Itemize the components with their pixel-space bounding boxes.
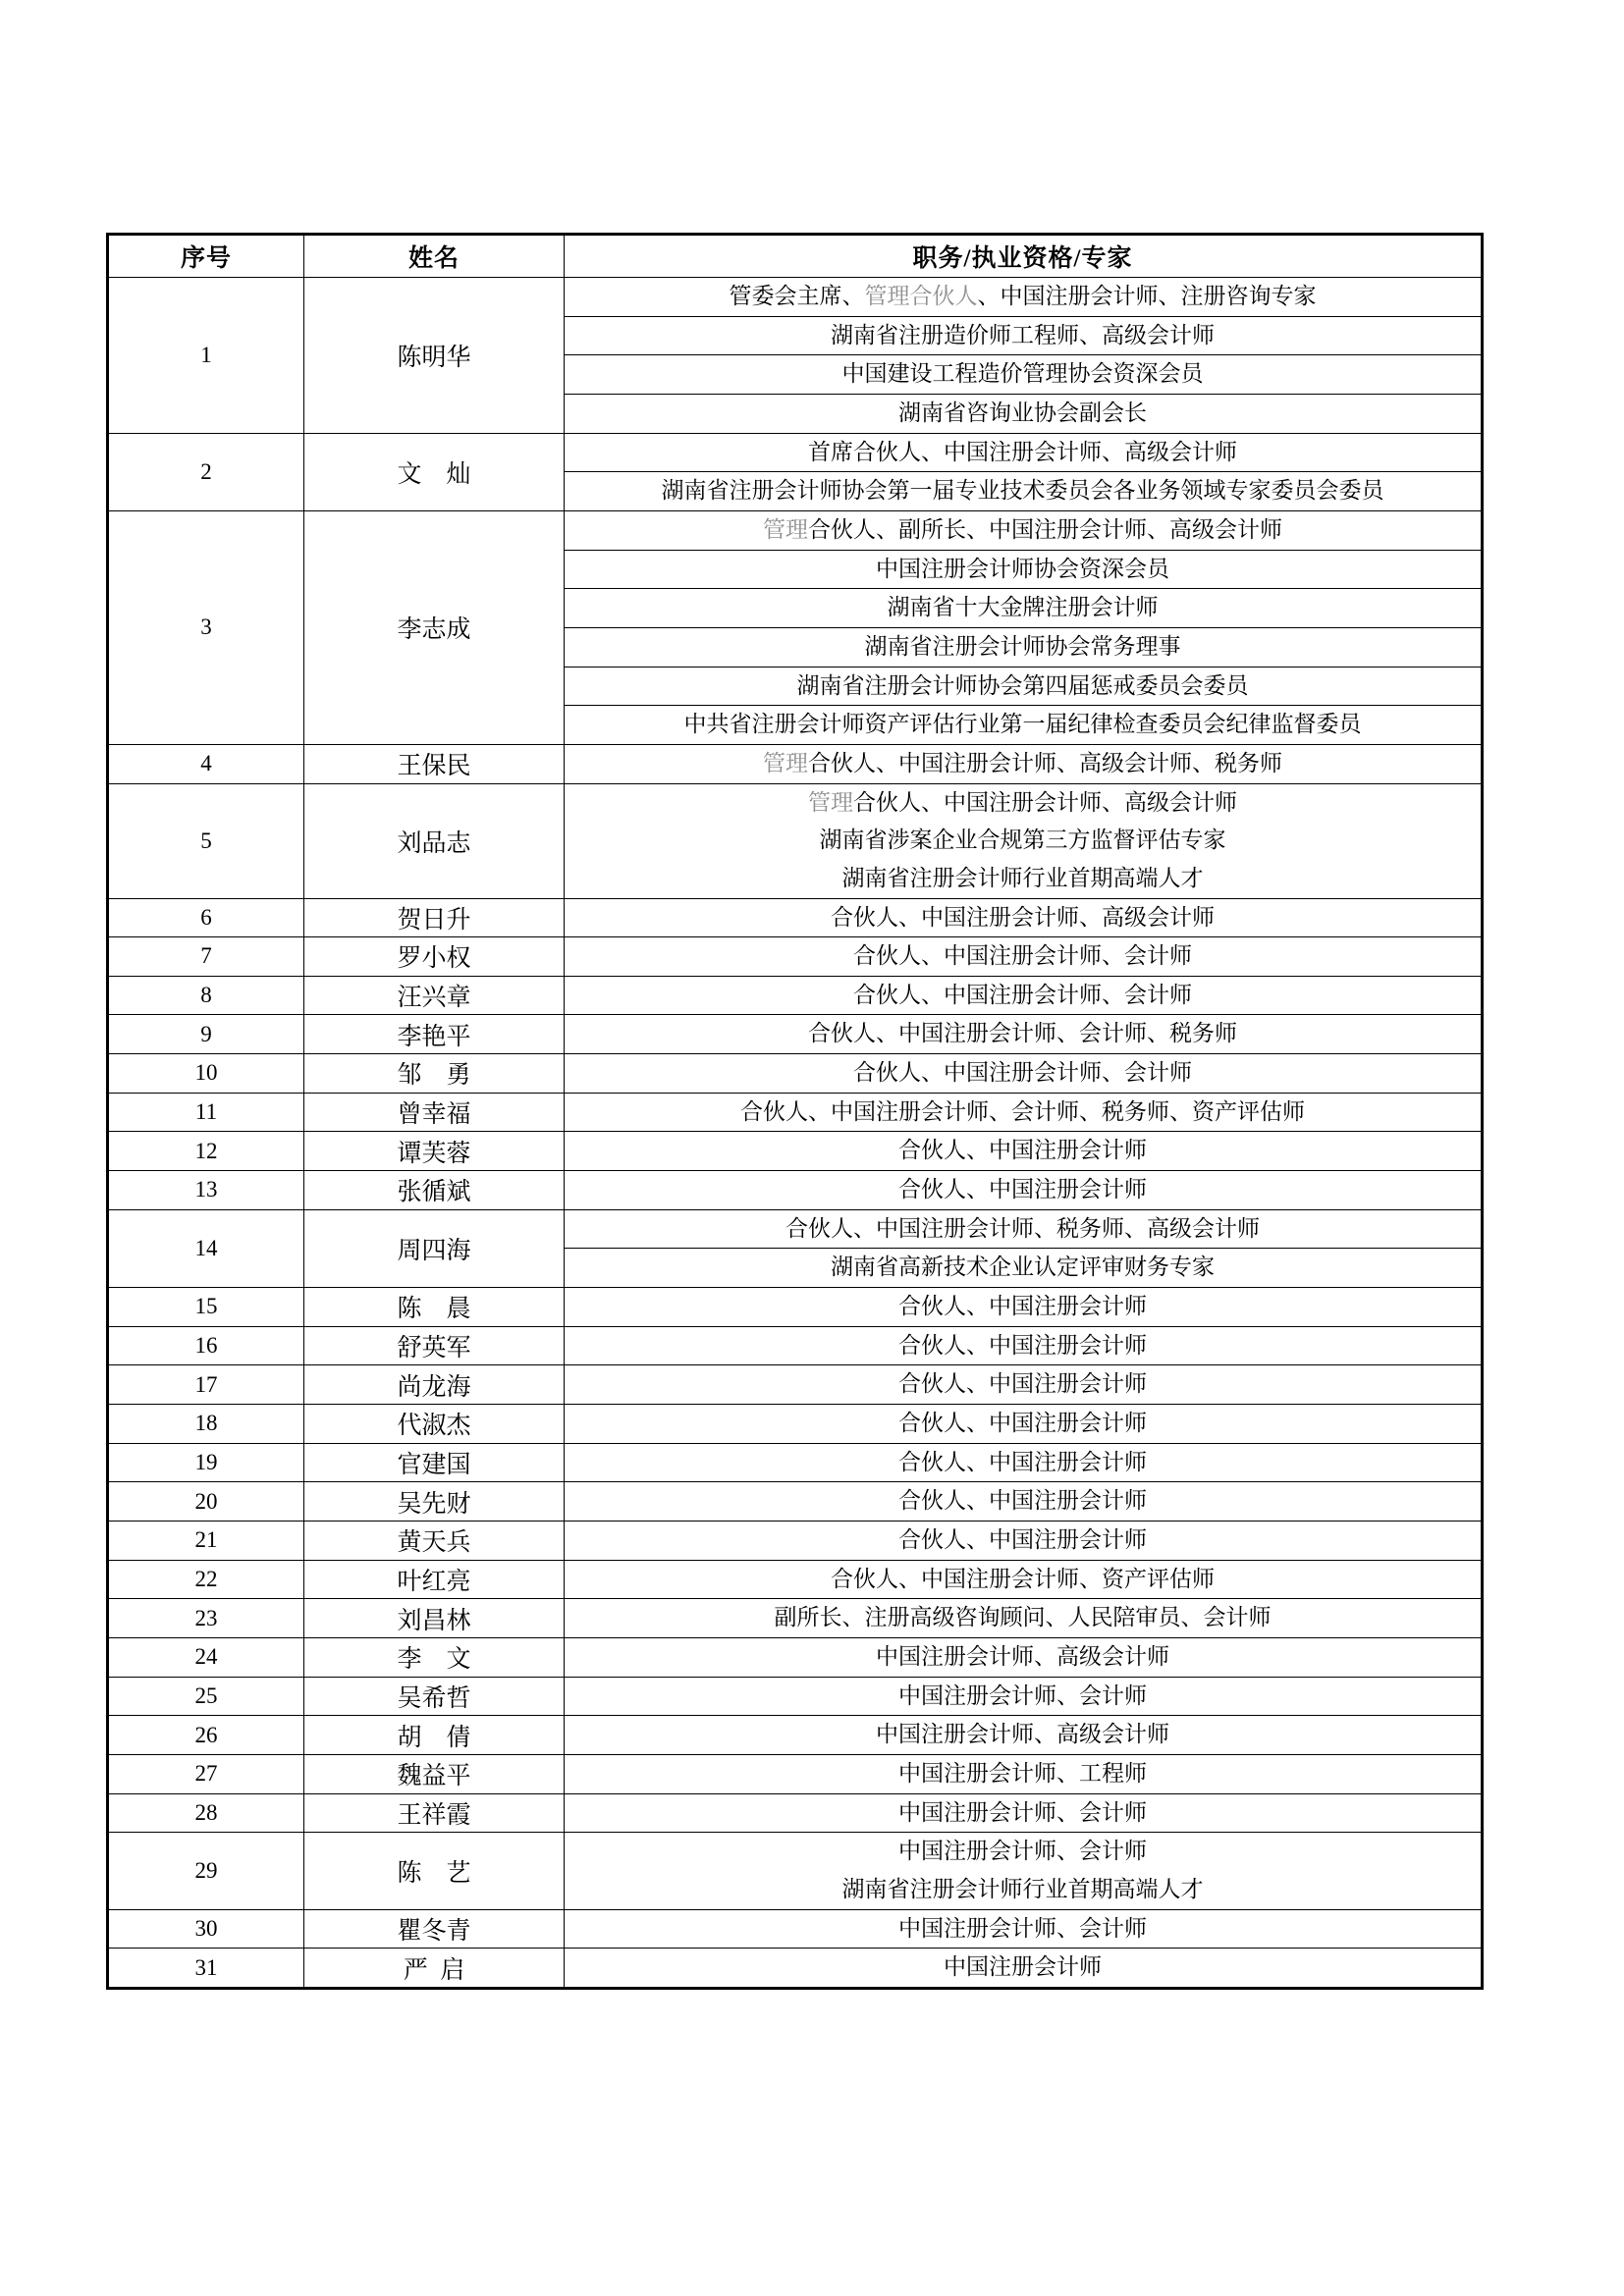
cell-sequence-number: 14 — [108, 1209, 304, 1287]
cell-sequence-number: 16 — [108, 1326, 304, 1365]
table-row — [108, 1171, 1483, 1210]
table-row — [108, 1405, 1483, 1444]
cell-person-name: 黄天兵 — [304, 1522, 565, 1561]
table-row — [108, 976, 1483, 1015]
cell-qualifications: 合伙人、中国注册会计师 — [565, 1326, 1483, 1365]
cell-sequence-number: 18 — [108, 1405, 304, 1444]
table-row — [108, 1093, 1483, 1132]
cell-person-name: 文 灿 — [304, 433, 565, 510]
qualification-text-tail: 合伙人、中国注册会计师、高级会计师、税务师 — [808, 750, 1282, 775]
cell-person-name: 叶红亮 — [304, 1560, 565, 1599]
cell-sequence-number: 19 — [108, 1443, 304, 1482]
cell-qualifications: 合伙人、中国注册会计师、高级会计师 — [565, 898, 1483, 937]
cell-person-name: 李志成 — [304, 510, 565, 744]
cell-sequence-number: 29 — [108, 1833, 304, 1909]
cell-qualifications: 合伙人、中国注册会计师、会计师 — [565, 937, 1483, 977]
header-row — [108, 235, 1483, 278]
cell-qualifications: 中国注册会计师、会计师 — [565, 1909, 1483, 1949]
cell-sequence-number: 4 — [108, 744, 304, 783]
table-row — [108, 1054, 1483, 1094]
cell-qualifications: 中国注册会计师、高级会计师 — [565, 1716, 1483, 1755]
table-row — [108, 1522, 1483, 1561]
qualification-text-faded: 管理 — [763, 516, 808, 542]
cell-qualifications: 中国注册会计师、高级会计师 — [565, 1637, 1483, 1677]
cell-sequence-number: 1 — [108, 278, 304, 434]
table-row — [108, 1443, 1483, 1482]
cell-person-name: 吴希哲 — [304, 1677, 565, 1716]
qualification-line: 湖南省咨询业协会副会长 — [898, 400, 1147, 425]
cell-person-name: 魏益平 — [304, 1754, 565, 1793]
table-row — [108, 937, 1483, 977]
table-row — [108, 1793, 1483, 1833]
table-row — [108, 1909, 1483, 1949]
cell-person-name: 李 文 — [304, 1637, 565, 1677]
qualification-line: 湖南省注册造价师工程师、高级会计师 — [565, 317, 1481, 356]
cell-sequence-number: 3 — [108, 510, 304, 744]
table-row — [108, 1716, 1483, 1755]
cell-person-name: 曾幸福 — [304, 1093, 565, 1132]
cell-qualifications: 合伙人、中国注册会计师 — [565, 1288, 1483, 1327]
cell-person-name: 汪兴章 — [304, 976, 565, 1015]
qualification-line: 湖南省涉案企业合规第三方监督评估专家 — [819, 828, 1226, 853]
cell-sequence-number: 9 — [108, 1015, 304, 1054]
cell-qualifications — [565, 510, 1483, 744]
cell-qualifications: 合伙人、中国注册会计师 — [565, 1365, 1483, 1405]
cell-qualifications: 合伙人、中国注册会计师、会计师、税务师、资产评估师 — [565, 1093, 1483, 1132]
table-row — [108, 1015, 1483, 1054]
column-header-title: 职务/执业资格/专家 — [565, 235, 1483, 278]
cell-sequence-number: 11 — [108, 1093, 304, 1132]
table-row — [108, 1326, 1483, 1365]
cell-qualifications — [565, 744, 1483, 783]
table-row — [108, 744, 1483, 783]
cell-person-name: 尚龙海 — [304, 1365, 565, 1405]
cell-qualifications: 合伙人、中国注册会计师 — [565, 1405, 1483, 1444]
roster-table-wrapper — [106, 233, 1481, 1990]
cell-qualifications: 合伙人、中国注册会计师、会计师 — [565, 1054, 1483, 1094]
table-row — [108, 1599, 1483, 1638]
qualification-line — [565, 784, 1481, 823]
cell-person-name: 王保民 — [304, 744, 565, 783]
qualification-line: 湖南省注册会计师行业首期高端人才 — [841, 865, 1204, 890]
qualification-line: 中国注册会计师、会计师 — [898, 1839, 1147, 1864]
cell-person-name: 罗小权 — [304, 937, 565, 977]
qualification-text-lead: 管委会主席、 — [729, 284, 865, 308]
cell-qualifications — [565, 278, 1483, 434]
qualification-line-list — [565, 1210, 1481, 1287]
cell-sequence-number: 30 — [108, 1909, 304, 1949]
cell-person-name: 胡 倩 — [304, 1716, 565, 1755]
column-header-name: 姓名 — [304, 235, 565, 278]
roster-table — [106, 233, 1484, 1990]
qualification-line-list — [565, 434, 1481, 510]
cell-qualifications: 合伙人、中国注册会计师、资产评估师 — [565, 1560, 1483, 1599]
cell-person-name: 严 启 — [304, 1949, 565, 1989]
cell-qualifications: 合伙人、中国注册会计师 — [565, 1443, 1483, 1482]
qualification-line — [565, 745, 1481, 783]
qualification-line: 湖南省注册会计师协会第一届专业技术委员会各业务领域专家委员会委员 — [661, 478, 1384, 504]
qualification-line: 湖南省注册会计师协会常务理事 — [565, 628, 1481, 667]
cell-sequence-number: 20 — [108, 1482, 304, 1522]
cell-person-name: 陈 艺 — [304, 1833, 565, 1909]
cell-person-name: 谭芙蓉 — [304, 1132, 565, 1171]
cell-person-name: 官建国 — [304, 1443, 565, 1482]
cell-person-name: 陈 晨 — [304, 1288, 565, 1327]
cell-person-name: 代淑杰 — [304, 1405, 565, 1444]
cell-person-name: 王祥霞 — [304, 1793, 565, 1833]
qualification-line: 中国注册会计师协会资深会员 — [565, 551, 1481, 590]
cell-qualifications: 中国注册会计师、会计师 — [565, 1677, 1483, 1716]
cell-qualifications: 合伙人、中国注册会计师 — [565, 1132, 1483, 1171]
table-row — [108, 898, 1483, 937]
cell-qualifications: 中国注册会计师、会计师 — [565, 1793, 1483, 1833]
cell-qualifications — [565, 783, 1483, 898]
qualification-line: 湖南省注册会计师协会第四届惩戒委员会委员 — [565, 667, 1481, 707]
table-row — [108, 278, 1483, 434]
qualification-text-tail: 合伙人、中国注册会计师、高级会计师 — [853, 789, 1237, 815]
cell-person-name: 邹 勇 — [304, 1054, 565, 1094]
cell-qualifications: 合伙人、中国注册会计师 — [565, 1171, 1483, 1210]
qualification-line: 湖南省高新技术企业认定评审财务专家 — [831, 1255, 1215, 1280]
table-row — [108, 1833, 1483, 1909]
cell-sequence-number: 24 — [108, 1637, 304, 1677]
cell-person-name: 贺日升 — [304, 898, 565, 937]
table-row — [108, 1132, 1483, 1171]
cell-sequence-number: 10 — [108, 1054, 304, 1094]
cell-sequence-number: 23 — [108, 1599, 304, 1638]
qualification-line — [565, 511, 1481, 551]
cell-person-name: 瞿冬青 — [304, 1909, 565, 1949]
cell-qualifications: 中国注册会计师、工程师 — [565, 1754, 1483, 1793]
table-row — [108, 510, 1483, 744]
qualification-text-tail: 、中国注册会计师、注册咨询专家 — [977, 284, 1317, 308]
cell-qualifications: 合伙人、中国注册会计师 — [565, 1482, 1483, 1522]
table-row — [108, 1677, 1483, 1716]
cell-qualifications: 合伙人、中国注册会计师、会计师 — [565, 976, 1483, 1015]
cell-sequence-number: 25 — [108, 1677, 304, 1716]
qualification-line-list — [565, 511, 1481, 744]
cell-person-name: 李艳平 — [304, 1015, 565, 1054]
table-row — [108, 783, 1483, 898]
cell-sequence-number: 8 — [108, 976, 304, 1015]
table-row — [108, 1482, 1483, 1522]
table-row — [108, 1209, 1483, 1287]
qualification-line: 合伙人、中国注册会计师、税务师、高级会计师 — [565, 1210, 1481, 1250]
cell-sequence-number: 12 — [108, 1132, 304, 1171]
table-header — [108, 235, 1483, 278]
qualification-text-faded: 管理 — [763, 750, 808, 775]
cell-sequence-number: 27 — [108, 1754, 304, 1793]
table-row — [108, 1288, 1483, 1327]
qualification-line-list — [565, 784, 1481, 898]
cell-qualifications: 合伙人、中国注册会计师 — [565, 1522, 1483, 1561]
cell-sequence-number: 7 — [108, 937, 304, 977]
cell-person-name: 陈明华 — [304, 278, 565, 434]
cell-person-name: 张循斌 — [304, 1171, 565, 1210]
qualification-text-tail: 合伙人、副所长、中国注册会计师、高级会计师 — [808, 516, 1282, 542]
cell-person-name: 刘昌林 — [304, 1599, 565, 1638]
cell-sequence-number: 2 — [108, 433, 304, 510]
qualification-line: 首席合伙人、中国注册会计师、高级会计师 — [565, 434, 1481, 473]
cell-sequence-number: 21 — [108, 1522, 304, 1561]
cell-person-name: 周四海 — [304, 1209, 565, 1287]
cell-qualifications: 合伙人、中国注册会计师、会计师、税务师 — [565, 1015, 1483, 1054]
table-row — [108, 433, 1483, 510]
qualification-line: 中国建设工程造价管理协会资深会员 — [565, 355, 1481, 395]
qualification-text-faded: 管理 — [808, 789, 853, 815]
cell-sequence-number: 22 — [108, 1560, 304, 1599]
cell-qualifications — [565, 1833, 1483, 1909]
qualification-line: 湖南省注册会计师行业首期高端人才 — [841, 1876, 1204, 1901]
qualification-line-list — [565, 1833, 1481, 1908]
cell-sequence-number: 26 — [108, 1716, 304, 1755]
cell-sequence-number: 6 — [108, 898, 304, 937]
cell-sequence-number: 15 — [108, 1288, 304, 1327]
qualification-text-faded: 管理合伙人 — [864, 284, 978, 308]
table-body — [108, 278, 1483, 1989]
cell-sequence-number: 5 — [108, 783, 304, 898]
qualification-line-list — [565, 745, 1481, 783]
qualification-line-list — [565, 278, 1481, 433]
table-row — [108, 1637, 1483, 1677]
cell-sequence-number: 28 — [108, 1793, 304, 1833]
table-row — [108, 1754, 1483, 1793]
cell-sequence-number: 17 — [108, 1365, 304, 1405]
cell-qualifications: 副所长、注册高级咨询顾问、人民陪审员、会计师 — [565, 1599, 1483, 1638]
cell-sequence-number: 31 — [108, 1949, 304, 1989]
cell-qualifications — [565, 433, 1483, 510]
cell-person-name: 吴先财 — [304, 1482, 565, 1522]
cell-qualifications: 中国注册会计师 — [565, 1949, 1483, 1989]
qualification-line: 中共省注册会计师资产评估行业第一届纪律检查委员会纪律监督委员 — [683, 712, 1362, 737]
qualification-line — [565, 278, 1481, 317]
cell-person-name: 舒英军 — [304, 1326, 565, 1365]
qualification-line: 湖南省十大金牌注册会计师 — [565, 589, 1481, 628]
table-row — [108, 1949, 1483, 1989]
table-row — [108, 1560, 1483, 1599]
cell-sequence-number: 13 — [108, 1171, 304, 1210]
cell-person-name: 刘品志 — [304, 783, 565, 898]
cell-qualifications — [565, 1209, 1483, 1287]
column-header-seq: 序号 — [108, 235, 304, 278]
table-row — [108, 1365, 1483, 1405]
